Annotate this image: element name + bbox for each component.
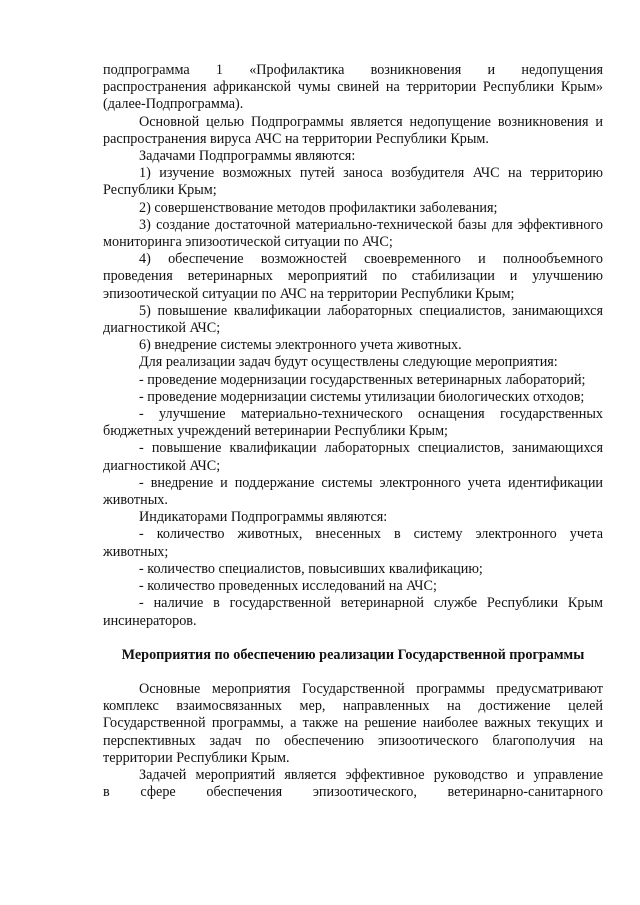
- spacer: [103, 664, 603, 681]
- intro-rest: распространения африканской чумы свиней на территории Республики Крым» (далее-Подпрограмма).: [103, 79, 603, 113]
- task-item-4: 4) обеспечение возможностей своевременного и полнообъемного проведения ветеринарных мероприятий по стабилизации и улучшению эпизоотической ситуации по АЧС на территории Республики Крым;: [103, 251, 603, 302]
- section-paragraph-1: Основные мероприятия Государственной программы предусматривают комплекс взаимосвязанных мер, направленных на достижение целей Государственной программы, а также на решение наиболее важных текущих и перспективных задач по обеспечению эпизоотического благополучия на территории Республики Крым.: [103, 680, 603, 766]
- spacer: [103, 630, 603, 647]
- measure-item-1: - проведение модернизации государственных ветеринарных лабораторий;: [139, 371, 586, 388]
- measure-item-5: - внедрение и поддержание системы электронного учета идентификации животных.: [103, 474, 603, 509]
- task-item-5: 5) повышение квалификации лабораторных специалистов, занимающихся диагностикой АЧС;: [103, 302, 603, 337]
- goal-paragraph: Основной целью Подпрограммы является недопущение возникновения и распространения вируса АЧС на территории Республики Крым.: [103, 113, 603, 147]
- indicator-item-3: - количество проведенных исследований на АЧС;: [139, 578, 437, 595]
- document-page: [103, 62, 603, 801]
- measure-item-4: - повышение квалификации лабораторных специалистов, занимающихся диагностикой АЧС;: [103, 440, 603, 474]
- indicators-heading: Индикаторами Подпрограммы являются:: [139, 509, 388, 526]
- task-item-1: 1) изучение возможных путей заноса возбудителя АЧС на территорию Республики Крым;: [103, 165, 603, 199]
- indicator-item-2: - количество специалистов, повысивших квалификацию;: [139, 560, 483, 577]
- intro-line1: подпрограмма 1 «Профилактика возникновения и недопущения: [103, 62, 603, 78]
- measures-heading: Для реализации задач будут осуществлены следующие мероприятия:: [139, 354, 558, 371]
- section-paragraph-2-line2: в сфере обеспечения эпизоотического, ветеринарно-санитарного: [103, 784, 603, 801]
- section-title: Мероприятия по обеспечению реализации Государственной программы: [121, 646, 585, 663]
- measure-item-3: - улучшение материально-технического оснащения государственных бюджетных учреждений ветеринарии Республики Крым;: [103, 406, 603, 440]
- indicator-item-1: - количество животных, внесенных в систему электронного учета животных;: [103, 526, 603, 560]
- measure-item-2: - проведение модернизации системы утилизации биологических отходов;: [139, 388, 585, 405]
- task-item-2: 2) совершенствование методов профилактики заболевания;: [139, 199, 498, 216]
- section-paragraph-2-line1: Задачей мероприятий является эффективное руководство и управление: [139, 766, 603, 783]
- task-item-6: 6) внедрение системы электронного учета животных.: [139, 337, 462, 354]
- indicator-item-4: - наличие в государственной ветеринарной службе Республики Крым инсинераторов.: [103, 595, 603, 629]
- tasks-heading: Задачами Подпрограммы являются:: [139, 148, 356, 165]
- task-item-3: 3) создание достаточной материально-технической базы для эффективного мониторинга эпизоотической ситуации по АЧС;: [103, 216, 603, 251]
